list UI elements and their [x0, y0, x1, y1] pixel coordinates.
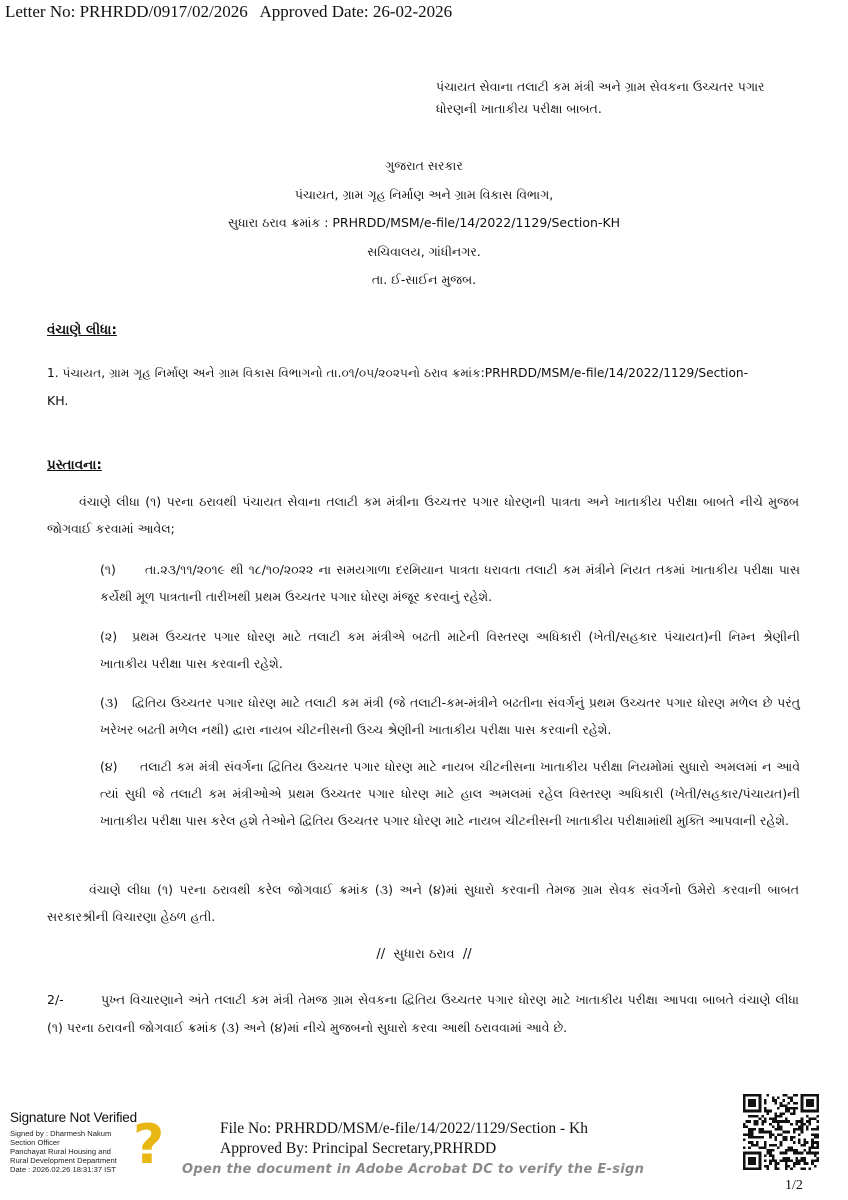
signer-department: Rural Development Department: [10, 1156, 117, 1165]
page-number: 1/2: [785, 1178, 803, 1193]
resolution-heading: // સુધારા ઠરાવ //: [376, 947, 472, 962]
preamble-heading: પ્રસ્તાવના:: [47, 457, 102, 473]
signature-date: Date : 2026.02.26 18:31:37 IST: [10, 1165, 116, 1174]
preamble-point: [100, 753, 800, 834]
point-number: (૧): [100, 562, 116, 577]
qr-modules: [743, 1094, 819, 1170]
letter-number-line: Letter No: PRHRDD/0917/02/2026 Approved Date: 26-02-2026: [5, 2, 453, 21]
read-item: [47, 359, 807, 415]
department-name: પંચાયત, ગ્રામ ગૃહ નિર્માણ અને ગ્રામ વિકાસ વિભાગ,: [294, 186, 554, 202]
verify-instruction: Open the document in Adobe Acrobat DC to verify the E-sign: [182, 1162, 645, 1177]
point-text: તલાટી કમ મંત્રી સંવર્ગના દ્વિતિય ઉચ્ચતર પગાર ધોરણ માટે નાયબ ચીટનીસના ખાતાકીય પરીક્ષા નિયમોમાં સુધારો અમલમાં ન આવે ત્યાં સુધી જે તલાટી કમ મંત્રીઓએ પ્રથમ ઉચ્ચતર પગાર ધોરણ માટે હાલ અમલમાં રહેલ વિસ્તરણ અધિકારી (ખેતી/સહકાર/પંચાયત)ની ખાતાકીય પરીક્ષા પાસ કરેલ હશે તેઓને દ્વિતિય ઉચ્ચતર પગાર ધોરણ માટે નાયબ ચીટનીસની ખાતાકીય પરીક્ષામાંથી મુક્તિ આપવાની રહેશે.: [100, 759, 800, 828]
document-date: તા. ઈ-સાઈન મુજબ.: [371, 272, 477, 287]
preamble-closing: વંચાણે લીધા (૧) પરના ઠરાવથી કરેલ જોગવાઈ ક્રમાંક (૩) અને (૪)માં સુધારો કરવાની તેમજ ગ્રામ સેવક સંવર્ગનો ઉમેરો કરવાની બાબત સરકારશ્રીની વિચારણા હેઠળ હતી.: [47, 882, 799, 924]
qr-code-graphic: [743, 1094, 819, 1170]
resolution-paragraph: [47, 986, 799, 1042]
footer-file-number: File No: PRHRDD/MSM/e-file/14/2022/1129/Section - Kh: [220, 1120, 588, 1137]
resolution-text: પુખ્ત વિચારણાને અંતે તલાટી કમ મંત્રી તેમજ ગ્રામ સેવકના દ્વિતિય ઉચ્ચતર પગાર ધોરણ માટે ખાતાકીય પરીક્ષા આપવા બાબતે વંચાણે લીધા (૧) પરના ઠરાવની જોગવાઈ ક્રમાંક (૩) અને (૪)માં નીચે મુજબનો સુધારો કરવા આથી ઠરાવવામાં આવે છે.: [47, 992, 799, 1035]
preamble-point: [100, 689, 800, 743]
footer-file-block: [220, 1119, 588, 1159]
read-item-line: KH.: [47, 393, 69, 408]
read-item-line: 1. પંચાયત, ગ્રામ ગૃહ નિર્માણ અને ગ્રામ વિકાસ વિભાગનો તા.૦૧/૦૫/૨૦૨૫નો ઠરાવ ક્રમાંક:PRHRDD/MSM/e-file/14/2022/1129/Section-: [47, 366, 749, 380]
point-text: દ્વિતિય ઉચ્ચતર પગાર ધોરણ માટે તલાટી કમ મંત્રી (જે તલાટી-કમ-મંત્રીને બઢતીના સંવર્ગનું પ્રથમ ઉચ્ચતર પગાર ધોરણ મળેલ છે પરંતુ ખરેખર બઢતી મળેલ નથી) દ્વારા નાયબ ચીટનીસની ઉચ્ચ શ્રેણીની ખાતાકીય પરીક્ષા પાસ કરવાની રહેશે.: [100, 695, 800, 737]
preamble-point: [100, 623, 800, 677]
read-heading: વંચાણે લીધા:: [47, 322, 117, 338]
qr-code-icon: [743, 1094, 819, 1170]
office-block: [150, 152, 698, 295]
footer-approved-by: Approved By: Principal Secretary,PRHRDD: [220, 1140, 497, 1157]
point-number: (૩): [100, 695, 119, 710]
preamble-intro: વંચાણે લીધા (૧) પરના ઠરાવથી પંચાયત સેવાના તલાટી કમ મંત્રીના ઉચ્ચત્તર પગાર ધોરણની પાત્રતા અને ખાતાકીય પરીક્ષા બાબતે નીચે મુજબ જોગવાઈ કરવામાં આવેલ;: [47, 494, 799, 536]
subject-line: ધોરણની ખાતાકીય પરીક્ષા બાબત.: [436, 101, 602, 116]
office-location: સચિવાલય, ગાંધીનગર.: [367, 243, 481, 259]
preamble-point: [100, 556, 800, 610]
point-number: (૪): [100, 759, 118, 774]
government-name: ગુજરાત સરકાર: [385, 158, 463, 173]
subject-block: [436, 76, 816, 120]
point-text: પ્રથમ ઉચ્ચતર પગાર ધોરણ માટે તલાટી કમ મંત્રીએ બઢતી માટેની વિસ્તરણ અધિકારી (ખેતી/સહકાર પંચાયત)ની નિમ્ન શ્રેણીની ખાતાકીય પરીક્ષા પાસ કરવાની રહેશે.: [100, 629, 800, 671]
unverified-question-icon: ?: [133, 1113, 165, 1176]
signer-name: Signed by : Dharmesh Nakum: [10, 1129, 112, 1138]
resolution-number: સુધારા ઠરાવ ક્રમાંક : PRHRDD/MSM/e-file/14/2022/1129/Section-KH: [227, 215, 621, 230]
signer-designation: Section Officer: [10, 1138, 60, 1147]
resolution-number: 2/-: [47, 992, 64, 1007]
signer-office: Panchayat Rural Housing and: [10, 1147, 111, 1156]
point-text: તા.૨૩/૧૧/૨૦૧૯ થી ૧૮/૧૦/૨૦૨૨ ના સમયગાળા દરમિયાન પાત્રતા ધરાવતા તલાટી કમ મંત્રીને નિયત તકમાં ખાતાકીય પરીક્ષા પાસ કર્યેથી મૂળ પાત્રતાની તારીખથી પ્રથમ ઉચ્ચતર પગાર ધોરણ મંજૂર કરવાનું રહેશે.: [100, 562, 800, 604]
point-number: (૨): [100, 629, 118, 644]
subject-line: પંચાયત સેવાના તલાટી કમ મંત્રી અને ગ્રામ સેવકના ઉચ્ચતર પગાર: [436, 79, 765, 94]
signature-status: Signature Not Verified: [10, 1110, 137, 1125]
